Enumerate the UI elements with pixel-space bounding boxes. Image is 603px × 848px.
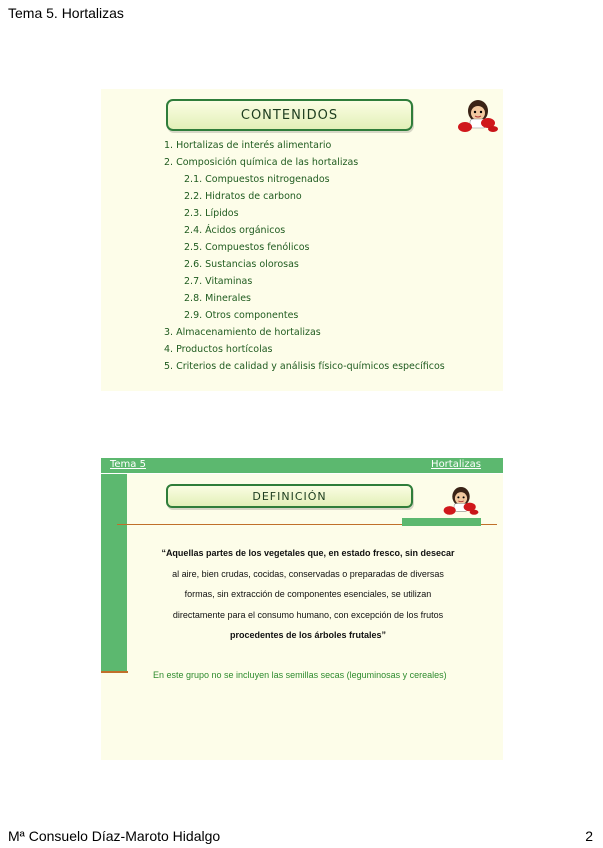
toc-item: 2. Composición química de las hortalizas (164, 157, 359, 168)
quote-line: formas, sin extracción de componentes esenciales, se utilizan (184, 589, 432, 599)
quote-line: al aire, bien crudas, cocidas, conservadas o preparadas de diversas (172, 568, 444, 579)
divider (101, 671, 128, 673)
quote-line: procedentes de los árboles frutales” (229, 630, 387, 640)
definition-note: En este grupo no se incluyen las semillas secas (leguminosas y cereales) (153, 670, 447, 680)
toc-subitem: 2.5. Compuestos fenólicos (184, 242, 310, 253)
toc-subitem: 2.7. Vitaminas (184, 276, 253, 287)
toc-item: 4. Productos hortícolas (164, 344, 273, 355)
toc-item: 5. Criterios de calidad y análisis físico-químicos específicos (164, 361, 445, 372)
toc-subitem: 2.6. Sustancias olorosas (184, 259, 299, 270)
slide-contenidos (101, 89, 503, 391)
toc-subitem: 2.3. Lípidos (184, 208, 239, 219)
toc-subitem: 2.9. Otros componentes (184, 310, 299, 321)
cartoon-boxer-icon (441, 484, 481, 516)
page-footer-author: Mª Consuelo Díaz-Maroto Hidalgo (8, 828, 221, 844)
slide-header-bar (101, 458, 503, 473)
slide-header-right: Hortalizas (431, 459, 481, 470)
toc-subitem: 2.4. Ácidos orgánicos (184, 225, 286, 236)
slide-sidebar (101, 474, 127, 672)
page-number: 2 (585, 828, 593, 844)
toc-item: 1. Hortalizas de interés alimentario (164, 140, 332, 151)
decorative-block (402, 518, 481, 526)
slide-title: CONTENIDOS (166, 99, 413, 131)
quote-line: directamente para el consumo humano, con excepción de los frutos (172, 609, 444, 620)
toc-subitem: 2.1. Compuestos nitrogenados (184, 174, 330, 185)
definition-quote (153, 543, 463, 646)
slide-header-left: Tema 5 (110, 459, 146, 470)
toc-item: 3. Almacenamiento de hortalizas (164, 327, 321, 338)
quote-line: “Aquellas partes de los vegetales que, en estado fresco, sin desecar (161, 548, 455, 558)
cartoon-boxer-icon (455, 97, 501, 133)
slide-definicion (101, 458, 503, 760)
divider (101, 473, 503, 474)
page-header: Tema 5. Hortalizas (8, 5, 124, 21)
slide-title: DEFINICIÓN (166, 484, 413, 508)
toc-subitem: 2.2. Hidratos de carbono (184, 191, 302, 202)
toc-subitem: 2.8. Minerales (184, 293, 252, 304)
